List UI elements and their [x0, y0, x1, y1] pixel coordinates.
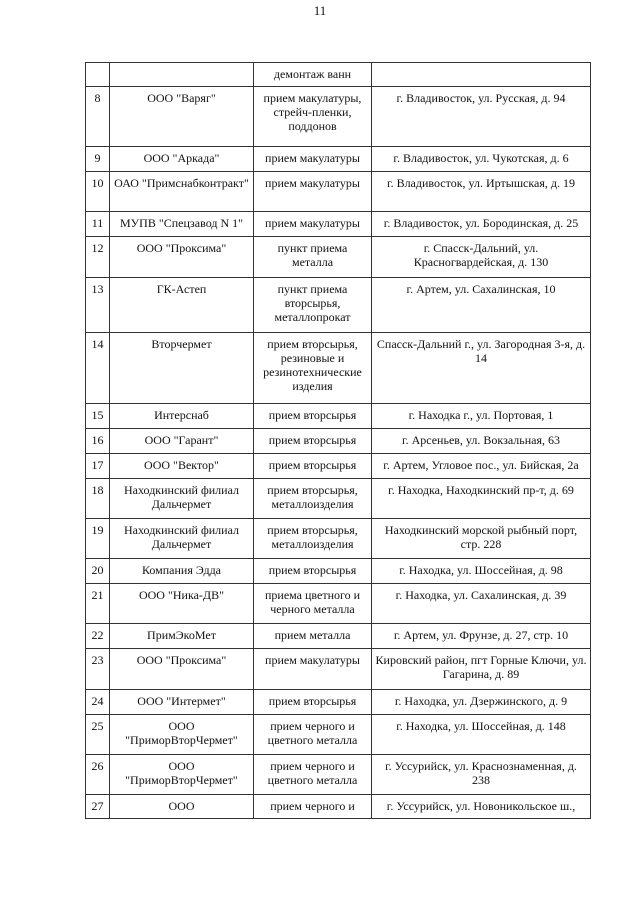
table-row	[86, 237, 591, 278]
table-row	[86, 559, 591, 584]
address-cell: Кировский район, пгт Горные Ключи, ул. Гагарина, д. 89	[372, 649, 591, 690]
address-cell: г. Находка, ул. Шоссейная, д. 98	[372, 559, 591, 584]
row-number: 25	[86, 715, 110, 755]
activity-type-cell: прием макулатуры	[254, 212, 372, 237]
row-number: 10	[86, 172, 110, 212]
organization-cell: ООО "Проксима"	[110, 237, 254, 278]
address-cell: г. Находка, ул. Сахалинская, д. 39	[372, 584, 591, 624]
table-row	[86, 624, 591, 649]
activity-type-cell: приема цветного и черного металла	[254, 584, 372, 624]
activity-type-cell: прием вторсырья, металлоизделия	[254, 519, 372, 559]
row-number: 9	[86, 147, 110, 172]
address-cell: г. Находка, ул. Шоссейная, д. 148	[372, 715, 591, 755]
address-cell: г. Уссурийск, ул. Краснознаменная, д. 238	[372, 755, 591, 795]
organization-cell: Находкинский филиал Дальчермет	[110, 479, 254, 519]
table-row	[86, 795, 591, 819]
organization-cell: Находкинский филиал Дальчермет	[110, 519, 254, 559]
address-cell: г. Владивосток, ул. Бородинская, д. 25	[372, 212, 591, 237]
activity-type-cell: прием макулатуры	[254, 172, 372, 212]
organization-cell: ООО "Интермет"	[110, 690, 254, 715]
row-number: 8	[86, 87, 110, 147]
table-row	[86, 147, 591, 172]
address-cell	[372, 63, 591, 87]
activity-type-cell: прием вторсырья	[254, 454, 372, 479]
address-cell: г. Владивосток, ул. Русская, д. 94	[372, 87, 591, 147]
address-cell: г. Артем, ул. Фрунзе, д. 27, стр. 10	[372, 624, 591, 649]
activity-type-cell: прием вторсырья	[254, 559, 372, 584]
address-cell: г. Владивосток, ул. Иртышская, д. 19	[372, 172, 591, 212]
table-row	[86, 690, 591, 715]
table-row	[86, 755, 591, 795]
activity-type-cell: пункт приема металла	[254, 237, 372, 278]
row-number: 23	[86, 649, 110, 690]
address-cell: г. Спасск-Дальний, ул. Красногвардейская, д. 130	[372, 237, 591, 278]
row-number: 13	[86, 278, 110, 333]
row-number: 11	[86, 212, 110, 237]
table-row	[86, 584, 591, 624]
table-row	[86, 278, 591, 333]
activity-type-cell: прием макулатуры	[254, 147, 372, 172]
activity-type-cell: прием черного и	[254, 795, 372, 819]
activity-type-cell: прием металла	[254, 624, 372, 649]
table-body	[86, 63, 591, 819]
organization-cell: ООО "Ника-ДВ"	[110, 584, 254, 624]
organization-cell	[110, 63, 254, 87]
organization-cell: ПримЭкоМет	[110, 624, 254, 649]
address-cell: Спасск-Дальний г., ул. Загородная 3-я, д. 14	[372, 333, 591, 404]
activity-type-cell: демонтаж ванн	[254, 63, 372, 87]
address-cell: г. Уссурийск, ул. Новоникольское ш.,	[372, 795, 591, 819]
row-number: 20	[86, 559, 110, 584]
table-row	[86, 333, 591, 404]
table-row	[86, 649, 591, 690]
organization-cell: ООО "ПриморВторЧермет"	[110, 715, 254, 755]
activity-type-cell: прием вторсырья	[254, 690, 372, 715]
address-cell: г. Находка, Находкинский пр-т, д. 69	[372, 479, 591, 519]
row-number: 27	[86, 795, 110, 819]
address-cell: г. Арсеньев, ул. Вокзальная, 63	[372, 429, 591, 454]
activity-type-cell: прием черного и цветного металла	[254, 715, 372, 755]
activity-type-cell: прием черного и цветного металла	[254, 755, 372, 795]
address-cell: г. Владивосток, ул. Чукотская, д. 6	[372, 147, 591, 172]
address-cell: г. Артем, Угловое пос., ул. Бийская, 2а	[372, 454, 591, 479]
activity-type-cell: прием вторсырья	[254, 404, 372, 429]
table-row	[86, 212, 591, 237]
activity-type-cell: прием вторсырья, резиновые и резинотехнические изделия	[254, 333, 372, 404]
table-row	[86, 715, 591, 755]
row-number: 14	[86, 333, 110, 404]
organization-cell: ООО "Гарант"	[110, 429, 254, 454]
row-number: 15	[86, 404, 110, 429]
row-number	[86, 63, 110, 87]
activity-type-cell: прием макулатуры, стрейч-пленки, поддонов	[254, 87, 372, 147]
organization-cell: ООО "Аркада"	[110, 147, 254, 172]
table-row	[86, 172, 591, 212]
organization-cell: ООО "ПриморВторЧермет"	[110, 755, 254, 795]
organization-cell: МУПВ "Спецзавод N 1"	[110, 212, 254, 237]
row-number: 12	[86, 237, 110, 278]
organization-cell: Компания Эдда	[110, 559, 254, 584]
address-cell: г. Находка, ул. Дзержинского, д. 9	[372, 690, 591, 715]
row-number: 21	[86, 584, 110, 624]
activity-type-cell: прием вторсырья	[254, 429, 372, 454]
activity-type-cell: прием макулатуры	[254, 649, 372, 690]
table-row	[86, 519, 591, 559]
organization-cell: ООО	[110, 795, 254, 819]
address-cell: г. Находка г., ул. Портовая, 1	[372, 404, 591, 429]
table-row	[86, 404, 591, 429]
row-number: 24	[86, 690, 110, 715]
table-row	[86, 87, 591, 147]
activity-type-cell: прием вторсырья, металлоизделия	[254, 479, 372, 519]
row-number: 18	[86, 479, 110, 519]
row-number: 22	[86, 624, 110, 649]
row-number: 19	[86, 519, 110, 559]
table-row	[86, 479, 591, 519]
recycling-points-table	[85, 62, 591, 819]
organization-cell: Интерснаб	[110, 404, 254, 429]
organization-cell: ГК-Астеп	[110, 278, 254, 333]
address-cell: Находкинский морской рыбный порт, стр. 228	[372, 519, 591, 559]
table-row	[86, 454, 591, 479]
organization-cell: ООО "Варяг"	[110, 87, 254, 147]
organization-cell: ОАО "Примснабконтракт"	[110, 172, 254, 212]
table-row	[86, 63, 591, 87]
activity-type-cell: пункт приема вторсырья, металлопрокат	[254, 278, 372, 333]
organization-cell: ООО "Вектор"	[110, 454, 254, 479]
page-number: 11	[313, 3, 327, 18]
table-row	[86, 429, 591, 454]
organization-cell: ООО "Проксима"	[110, 649, 254, 690]
row-number: 16	[86, 429, 110, 454]
row-number: 17	[86, 454, 110, 479]
row-number: 26	[86, 755, 110, 795]
organization-cell: Вторчермет	[110, 333, 254, 404]
address-cell: г. Артем, ул. Сахалинская, 10	[372, 278, 591, 333]
